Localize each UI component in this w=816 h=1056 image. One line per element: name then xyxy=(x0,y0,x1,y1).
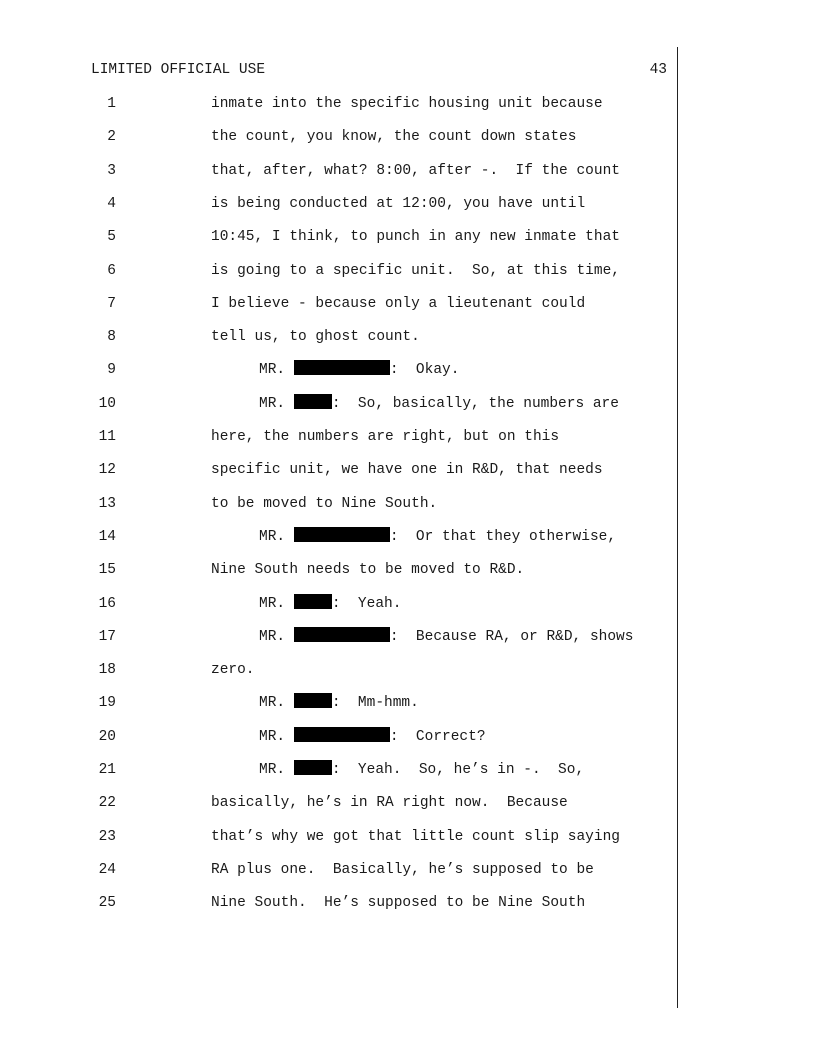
transcript-line xyxy=(0,727,680,747)
line-content: I believe - because only a lieutenant could xyxy=(211,295,586,312)
line-content: is going to a specific unit. So, at this time, xyxy=(211,262,620,279)
line-content: basically, he’s in RA right now. Because xyxy=(211,795,568,812)
speaker-title: MR. xyxy=(259,362,286,379)
transcript-line xyxy=(0,527,680,547)
line-text xyxy=(211,127,576,147)
line-number: 23 xyxy=(98,828,116,845)
line-number: 6 xyxy=(107,262,116,279)
transcript-line xyxy=(0,660,680,680)
speaker-line-text xyxy=(259,394,619,414)
transcript-line xyxy=(0,94,680,114)
transcript-line xyxy=(0,194,680,214)
speaker-line-text xyxy=(259,527,616,547)
line-number: 8 xyxy=(107,329,116,346)
line-text xyxy=(211,893,585,913)
line-number: 10 xyxy=(98,395,116,412)
line-number: 5 xyxy=(107,229,116,246)
line-number: 17 xyxy=(98,628,116,645)
line-number: 3 xyxy=(107,162,116,179)
redaction-box xyxy=(294,527,390,542)
transcript-line xyxy=(0,560,680,580)
line-content: Nine South. He’s supposed to be Nine South xyxy=(211,895,586,912)
line-number: 14 xyxy=(98,528,116,545)
redaction-box xyxy=(294,594,332,609)
line-content: the count, you know, the count down states xyxy=(211,129,577,146)
transcript-line xyxy=(0,594,680,614)
speaker-line-text xyxy=(259,760,584,780)
line-number: 22 xyxy=(98,795,116,812)
line-content: : Correct? xyxy=(389,728,486,745)
line-number: 18 xyxy=(98,662,116,679)
line-number: 7 xyxy=(107,295,116,312)
line-number: 1 xyxy=(107,96,116,112)
line-number: 2 xyxy=(107,129,116,146)
line-content: that, after, what? 8:00, after -. If the count xyxy=(211,162,620,179)
line-number: 19 xyxy=(98,695,116,712)
line-text xyxy=(211,660,255,680)
line-text xyxy=(211,427,559,447)
redaction-box xyxy=(294,360,390,375)
line-number: 25 xyxy=(98,895,116,912)
transcript-line xyxy=(0,294,680,314)
line-number: 4 xyxy=(107,195,116,212)
transcript-line xyxy=(0,327,680,347)
redaction-box xyxy=(294,627,390,642)
transcript-line xyxy=(0,460,680,480)
line-text xyxy=(211,261,620,281)
line-content: : Yeah. xyxy=(331,595,402,612)
line-number: 12 xyxy=(98,462,116,479)
speaker-title: MR. xyxy=(259,695,286,712)
speaker-line-text xyxy=(259,727,486,747)
line-number: 11 xyxy=(98,429,116,445)
redaction-box xyxy=(294,693,332,708)
transcript-line xyxy=(0,494,680,514)
transcript-line xyxy=(0,760,680,780)
transcript-line xyxy=(0,161,680,181)
line-text xyxy=(211,560,524,580)
line-content: is being conducted at 12:00, you have until xyxy=(211,195,586,212)
line-content: inmate into the specific housing unit because xyxy=(211,96,603,112)
line-content: to be moved to Nine South. xyxy=(211,495,438,512)
line-text xyxy=(211,294,585,314)
speaker-title: MR. xyxy=(259,628,286,645)
redaction-box xyxy=(294,394,332,409)
page-header-classification: LIMITED OFFICIAL USE xyxy=(91,62,266,78)
line-content: : Because RA, or R&D, shows xyxy=(389,628,634,645)
transcript-line xyxy=(0,394,680,414)
speaker-line-text xyxy=(259,693,419,713)
line-content: zero. xyxy=(211,662,255,679)
line-text xyxy=(211,94,603,114)
speaker-title: MR. xyxy=(259,528,286,545)
speaker-title: MR. xyxy=(259,728,286,745)
line-content: : Or that they otherwise, xyxy=(389,528,617,545)
speaker-line-text xyxy=(259,627,633,647)
line-content: RA plus one. Basically, he’s supposed to be xyxy=(211,861,594,878)
line-text xyxy=(211,227,620,247)
line-content: : Okay. xyxy=(389,362,460,379)
line-content: tell us, to ghost count. xyxy=(211,329,420,346)
transcript-line xyxy=(0,127,680,147)
line-content: : Yeah. So, he’s in -. So, xyxy=(331,762,585,778)
transcript-line xyxy=(0,627,680,647)
line-number: 21 xyxy=(98,762,116,778)
line-number: 13 xyxy=(98,495,116,512)
page-number: 43 xyxy=(649,62,667,78)
line-text xyxy=(211,494,437,514)
line-content: here, the numbers are right, but on this xyxy=(211,429,560,445)
line-text xyxy=(211,460,603,480)
line-text xyxy=(211,860,594,880)
transcript-line xyxy=(0,893,680,913)
speaker-line-text xyxy=(259,594,401,614)
speaker-title: MR. xyxy=(259,595,286,612)
line-content: : So, basically, the numbers are xyxy=(331,395,619,412)
transcript-line xyxy=(0,793,680,813)
line-text xyxy=(211,827,620,847)
transcript-line xyxy=(0,360,680,380)
line-content: : Mm-hmm. xyxy=(331,695,419,712)
transcript-line xyxy=(0,693,680,713)
line-text xyxy=(211,793,568,813)
redaction-box xyxy=(294,760,332,775)
transcript-line xyxy=(0,261,680,281)
line-content: Nine South needs to be moved to R&D. xyxy=(211,562,525,579)
transcript-line xyxy=(0,860,680,880)
speaker-title: MR. xyxy=(259,762,286,778)
line-number: 16 xyxy=(98,595,116,612)
transcript-line xyxy=(0,227,680,247)
line-content: specific unit, we have one in R&D, that needs xyxy=(211,462,603,479)
line-number: 15 xyxy=(98,562,116,579)
line-content: that’s why we got that little count slip saying xyxy=(211,828,620,845)
line-text xyxy=(211,327,420,347)
line-text xyxy=(211,161,620,181)
speaker-title: MR. xyxy=(259,395,286,412)
redaction-box xyxy=(294,727,390,742)
speaker-line-text xyxy=(259,360,459,380)
line-text xyxy=(211,194,585,214)
line-content: 10:45, I think, to punch in any new inmate that xyxy=(211,229,620,246)
transcript-line xyxy=(0,427,680,447)
line-number: 20 xyxy=(98,728,116,745)
line-number: 9 xyxy=(107,362,116,379)
line-number: 24 xyxy=(98,861,116,878)
transcript-line xyxy=(0,827,680,847)
